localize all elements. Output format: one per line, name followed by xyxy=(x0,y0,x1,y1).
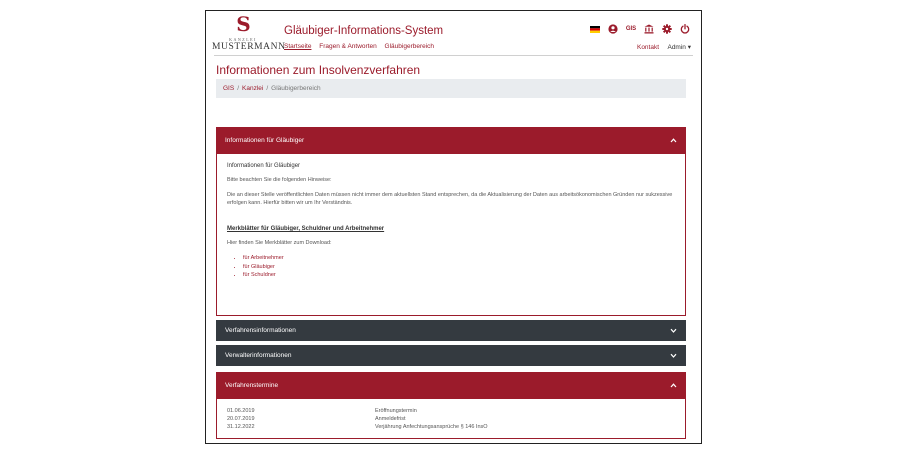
panel-termine-header[interactable] xyxy=(216,372,686,399)
main-nav xyxy=(284,43,440,50)
chevron-up-icon xyxy=(669,382,677,390)
download-glaeubiger[interactable]: • für Gläubiger xyxy=(243,263,675,272)
breadcrumb-current: Gläubigerbereich xyxy=(271,85,321,92)
termin-row xyxy=(227,423,675,431)
page-title: Informationen zum Insolvenzverfahren xyxy=(216,63,421,77)
panel-verwalterinformationen xyxy=(216,345,686,366)
termin-date: 20.07.2019 xyxy=(227,416,255,422)
merkblaetter-text: Hier finden Sie Merkblätter zum Download: xyxy=(227,240,332,246)
termin-label: Anmeldefrist xyxy=(375,416,406,422)
kanzlei-logo[interactable] xyxy=(212,12,286,53)
body-intro: Bitte beachten Sie die folgenden Hinweise: xyxy=(227,177,332,183)
breadcrumb xyxy=(216,79,686,98)
admin-menu[interactable] xyxy=(667,44,691,51)
logo-name: MUSTERMANN xyxy=(212,42,286,52)
breadcrumb-kanzlei[interactable]: Kanzlei xyxy=(242,85,264,92)
chevron-down-icon xyxy=(669,352,677,360)
download-arbeitnehmer[interactable]: • für Arbeitnehmer xyxy=(243,254,675,263)
termin-date: 01.06.2019 xyxy=(227,408,255,414)
panel-verfahren-header[interactable] xyxy=(216,320,686,341)
panel-title: Verfahrensinformationen xyxy=(225,327,296,334)
gis-link[interactable] xyxy=(625,23,637,35)
panel-glaeubiger-info xyxy=(216,127,686,316)
termin-row xyxy=(227,415,675,423)
kontakt-link[interactable]: Kontakt xyxy=(636,44,660,51)
termin-date: 31.12.2022 xyxy=(227,424,255,430)
breadcrumb-separator: / xyxy=(237,85,240,92)
browser-frame xyxy=(205,10,702,444)
breadcrumb-separator: / xyxy=(266,85,269,92)
user-icon[interactable] xyxy=(607,23,619,35)
panel-verfahrenstermine xyxy=(216,372,686,439)
breadcrumb-gis[interactable]: GIS xyxy=(223,85,235,92)
panel-glaeubiger-body xyxy=(216,154,686,316)
download-schuldner[interactable]: • für Schuldner xyxy=(243,271,675,280)
body-heading: Informationen für Gläubiger xyxy=(227,163,301,169)
panel-glaeubiger-header[interactable] xyxy=(216,127,686,154)
power-icon[interactable] xyxy=(679,23,691,35)
german-flag-icon[interactable] xyxy=(589,23,601,35)
site-header xyxy=(206,11,701,56)
admin-label: Admin xyxy=(667,44,686,51)
body-notice: Die an dieser Stelle veröffentlichten Daten müssen nicht immer dem aktuellsten Stand entsprechen, da die Aktualisierung der Daten aus arbeitsökonomischen Gründen nur sukzessive erfolgen kann. Hierfür bitten wir um Ihr Verständnis. xyxy=(227,192,673,206)
bank-icon[interactable] xyxy=(643,23,655,35)
termin-label: Verjährung Anfechtungsansprüche § 146 InsO xyxy=(375,424,488,430)
panel-termine-body xyxy=(216,399,686,439)
nav-glaeubigerbereich[interactable]: Gläubigerbereich xyxy=(384,43,435,50)
chevron-up-icon xyxy=(669,137,677,145)
panel-title: Informationen für Gläubiger xyxy=(225,137,305,144)
merkblaetter-heading: Merkblätter für Gläubiger, Schuldner und Arbeitnehmer xyxy=(227,226,385,232)
gis-label: GIS xyxy=(625,26,637,32)
header-icons xyxy=(589,23,691,35)
gear-icon[interactable] xyxy=(661,23,673,35)
termin-label: Eröffnungstermin xyxy=(375,408,417,414)
caret-down-icon: ▾ xyxy=(687,44,691,51)
download-list xyxy=(227,254,675,280)
panel-title: Verwalterinformationen xyxy=(225,352,292,359)
chevron-down-icon xyxy=(669,327,677,335)
panel-verwalter-header[interactable] xyxy=(216,345,686,366)
logo-mark: S xyxy=(236,12,250,36)
logo-small-text: KANZLEI xyxy=(229,37,257,42)
nav-fragen-antworten[interactable]: Fragen & Antworten xyxy=(319,43,377,50)
termin-row xyxy=(227,407,675,415)
header-divider xyxy=(214,55,693,56)
panel-verfahrensinformationen xyxy=(216,320,686,341)
secondary-nav xyxy=(637,43,691,51)
panel-title: Verfahrenstermine xyxy=(225,382,279,389)
app-title: Gläubiger-Informations-System xyxy=(284,25,444,37)
nav-startseite[interactable]: Startseite xyxy=(284,43,312,50)
